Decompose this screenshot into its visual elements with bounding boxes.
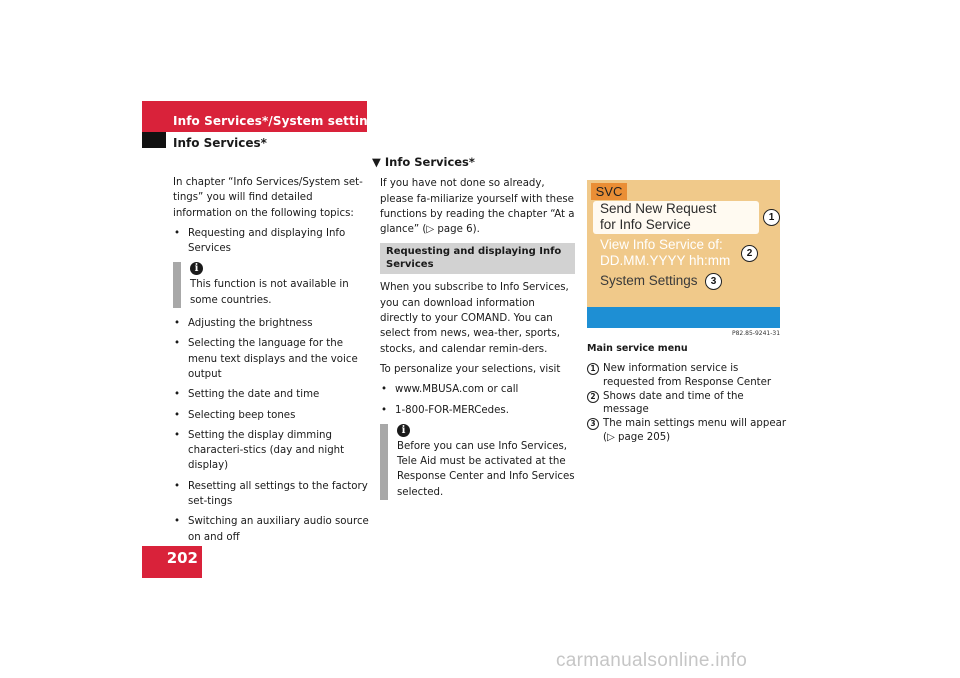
section-heading-text: Info Services* (384, 155, 475, 169)
section-subtitle: Info Services* (173, 136, 267, 150)
subsection-box: Requesting and displaying Info Services (380, 243, 575, 274)
intro-paragraph: If you have not done so already, please fa-miliarize yourself with these functions by reading the chapter “At a glance” (▷ page 6). (380, 178, 575, 236)
menu-item-view-info: View Info Service of: DD.MM.YYYY hh:mm (600, 237, 731, 268)
callout-2: 2 (741, 245, 758, 262)
page-number: 202 (142, 546, 202, 578)
list-item: • www.MBUSA.com or call (380, 382, 575, 397)
list-item: • Selecting the language for the menu text displays and the voice output (173, 336, 369, 382)
callout-3: 3 (705, 273, 722, 290)
list-item: • Adjusting the brightness (173, 316, 369, 331)
menu-item-system-settings: System Settings (600, 273, 698, 288)
figure-legend (587, 362, 787, 445)
list-item: • Selecting beep tones (173, 408, 369, 423)
body-paragraph: When you subscribe to Info Services, you can download information directly to your COMAND. You can select from news, wea-ther, sports, stocks, and calendar remin-ders. (380, 282, 569, 355)
note-text: This function is not available in some countries. (190, 279, 349, 306)
triangle-icon: ▼ (372, 155, 381, 169)
list-item: • Requesting and displaying Info Services (173, 226, 369, 257)
column-2 (372, 155, 575, 508)
screen-status-bar (587, 307, 780, 328)
info-icon: i (397, 424, 410, 437)
info-note (380, 424, 575, 500)
legend-number: 3 (587, 418, 599, 430)
callout-1: 1 (763, 209, 780, 226)
menu-item-send-request: Send New Request for Info Service (600, 201, 717, 232)
legend-item: 1 New information service is requested from Response Center (587, 362, 787, 390)
figure-caption: Main service menu (587, 343, 688, 354)
list-item: • Setting the display dimming characteri-stics (day and night display) (173, 428, 369, 474)
figure-code: P82.85-9241-31 (732, 330, 781, 337)
header-marker (142, 132, 166, 148)
list-item: • 1-800-FOR-MERCedes. (380, 403, 575, 418)
info-note (173, 262, 369, 308)
intro-paragraph: In chapter “Info Services/System set-tings” you will find detailed information on the following topics: (173, 177, 363, 219)
section-title: Info Services*/System settings (173, 114, 384, 128)
legend-number: 1 (587, 363, 599, 375)
legend-item: 3 The main settings menu will appear (▷ page 205) (587, 417, 787, 445)
list-item: • Setting the date and time (173, 387, 369, 402)
svc-tag: SVC (591, 183, 627, 200)
list-item: • Switching an auxiliary audio source on and off (173, 514, 369, 545)
watermark: carmanualsonline.info (556, 650, 748, 671)
column-1 (173, 175, 369, 550)
body-paragraph: To personalize your selections, visit (380, 363, 561, 375)
note-bar (173, 262, 181, 308)
note-text: Before you can use Info Services, Tele Aid must be activated at the Response Center and Info Services selected. (397, 440, 575, 498)
list-item: • Resetting all settings to the factory set-tings (173, 479, 369, 510)
legend-number: 2 (587, 391, 599, 403)
info-icon: i (190, 262, 203, 275)
note-bar (380, 424, 388, 500)
legend-item: 2 Shows date and time of the message (587, 390, 787, 418)
section-heading (372, 155, 575, 170)
service-menu-screen (587, 180, 780, 328)
